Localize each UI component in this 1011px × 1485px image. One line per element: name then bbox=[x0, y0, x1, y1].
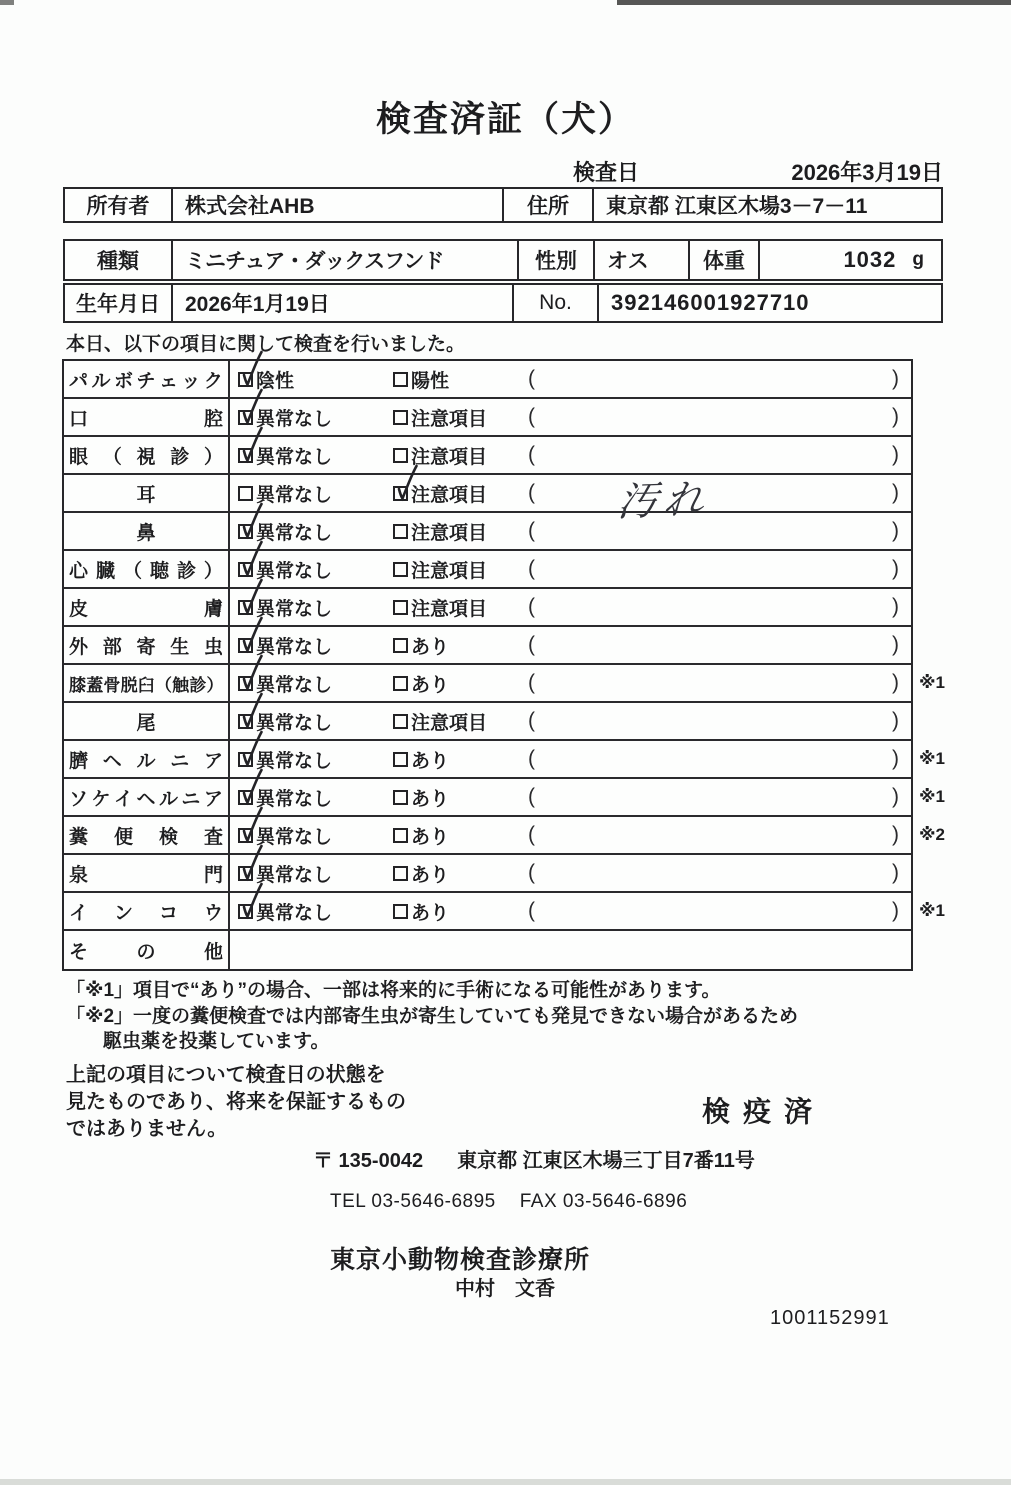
option-1-label: 異常なし bbox=[256, 446, 333, 468]
label-char: 膚 bbox=[203, 598, 223, 620]
checklist-row-content bbox=[230, 665, 911, 701]
label-char: 診 bbox=[170, 446, 190, 468]
checkbox-icon bbox=[393, 638, 408, 653]
label-char: の bbox=[136, 941, 156, 963]
clinic-phone-line bbox=[330, 1191, 687, 1213]
label-char: 口 bbox=[69, 408, 89, 430]
option-2-label: あり bbox=[411, 902, 450, 924]
paren-open: ( bbox=[528, 443, 535, 466]
option-2-label: 注意項目 bbox=[411, 712, 488, 734]
birth-value: 2026年1月19日 bbox=[171, 285, 512, 321]
label-char: ア bbox=[203, 750, 223, 772]
quarantine-stamp: 検疫済 bbox=[702, 1096, 826, 1127]
checkbox-icon bbox=[238, 752, 253, 767]
checklist-item-label bbox=[64, 627, 230, 663]
label-char: イ bbox=[113, 788, 133, 810]
label-char: 臓 bbox=[95, 560, 115, 582]
paren-close: ) bbox=[892, 595, 899, 618]
paren-open: ( bbox=[528, 367, 535, 390]
checklist-item-label bbox=[64, 513, 230, 549]
paren-close: ) bbox=[892, 785, 899, 808]
checklist-item-label bbox=[64, 665, 230, 701]
option-1-label: 異常なし bbox=[256, 712, 333, 734]
option-2 bbox=[393, 817, 449, 853]
label-char: 虫 bbox=[203, 636, 223, 658]
option-2 bbox=[393, 893, 449, 929]
no-value: 392146001927710 bbox=[597, 285, 941, 321]
checklist-row bbox=[64, 513, 911, 551]
checklist-row bbox=[64, 399, 911, 437]
handwritten-check-icon bbox=[391, 467, 418, 507]
scan-artifact-top-bar bbox=[617, 0, 1011, 5]
checkbox-icon bbox=[393, 600, 408, 615]
label-char: （ bbox=[122, 560, 142, 582]
handwritten-check-icon bbox=[236, 733, 263, 773]
handwritten-check-icon bbox=[236, 809, 263, 849]
option-2-label: あり bbox=[411, 674, 450, 696]
option-2 bbox=[393, 741, 449, 777]
checklist-row bbox=[64, 665, 945, 703]
paren-open: ( bbox=[528, 861, 535, 884]
option-2 bbox=[393, 361, 449, 397]
option-2 bbox=[393, 779, 449, 815]
page-title: 検査済証（犬） bbox=[375, 100, 635, 139]
option-2-label: 注意項目 bbox=[411, 446, 488, 468]
label-char: ） bbox=[206, 675, 223, 695]
checklist-row-content bbox=[230, 893, 911, 929]
checklist-row-content bbox=[230, 627, 911, 663]
option-2 bbox=[393, 475, 487, 511]
checklist-row-content bbox=[230, 551, 911, 587]
option-1-label: 異常なし bbox=[256, 788, 333, 810]
clinic-postal-code: 〒 135-0042 bbox=[313, 1150, 424, 1172]
checklist-item-label bbox=[64, 931, 230, 969]
handwritten-check-icon bbox=[236, 847, 263, 887]
weight-value-cell bbox=[758, 241, 941, 279]
animal-table-row1 bbox=[63, 239, 943, 281]
paren-open: ( bbox=[528, 633, 535, 656]
option-2-label: 注意項目 bbox=[411, 484, 488, 506]
option-1-label: 異常なし bbox=[256, 826, 333, 848]
checklist-row-content bbox=[230, 589, 911, 625]
checklist-item-label bbox=[64, 437, 230, 473]
paren-close: ) bbox=[892, 367, 899, 390]
option-2-label: 注意項目 bbox=[411, 598, 488, 620]
footnote-2-line1: 「※2」一度の糞便検査では内部寄生虫が寄生していても発見できない場合があるため bbox=[66, 1006, 799, 1027]
option-1 bbox=[238, 893, 332, 929]
no-label: No. bbox=[512, 285, 597, 321]
handwritten-check-icon bbox=[236, 429, 263, 469]
label-char: 泉 bbox=[69, 864, 89, 886]
label-char: 臼 bbox=[137, 675, 155, 695]
checkbox-icon bbox=[393, 562, 408, 577]
label-char: 聴 bbox=[149, 560, 169, 582]
checkbox-icon bbox=[238, 714, 253, 729]
option-2 bbox=[393, 589, 487, 625]
option-1-label: 異常なし bbox=[256, 522, 333, 544]
label-char: 耳 bbox=[136, 484, 156, 506]
option-1-label: 異常なし bbox=[256, 674, 333, 696]
scan-artifact-top-left bbox=[0, 0, 14, 5]
label-char: 糞 bbox=[69, 826, 89, 848]
label-char: イ bbox=[69, 902, 89, 924]
option-2-label: 注意項目 bbox=[411, 522, 488, 544]
checklist-row bbox=[64, 437, 911, 475]
inspection-date-value: 2026年3月19日 bbox=[791, 160, 943, 185]
checkbox-icon bbox=[393, 486, 408, 501]
handwritten-check-icon bbox=[236, 581, 263, 621]
checkbox-icon bbox=[238, 524, 253, 539]
option-1-label: 異常なし bbox=[256, 598, 333, 620]
checkbox-icon bbox=[238, 562, 253, 577]
paren-close: ) bbox=[892, 709, 899, 732]
checklist-row-content bbox=[230, 779, 911, 815]
weight-value: 1032 bbox=[843, 247, 897, 272]
checkbox-icon bbox=[238, 410, 253, 425]
footnote-mark: ※1 bbox=[919, 749, 945, 768]
checklist-row-content bbox=[230, 475, 911, 525]
checkbox-icon bbox=[238, 828, 253, 843]
paren-close: ) bbox=[892, 557, 899, 580]
weight-label: 体重 bbox=[688, 241, 758, 279]
label-char: 腔 bbox=[203, 408, 223, 430]
paren-close: ) bbox=[892, 405, 899, 428]
option-2 bbox=[393, 399, 487, 435]
handwritten-check-icon bbox=[236, 543, 263, 583]
checklist-row-content bbox=[230, 513, 911, 549]
paren-open: ( bbox=[528, 671, 535, 694]
paren-open: ( bbox=[528, 557, 535, 580]
checklist-row bbox=[64, 817, 945, 855]
checkbox-icon bbox=[393, 790, 408, 805]
paren-close: ) bbox=[892, 671, 899, 694]
option-1-label: 異常なし bbox=[256, 636, 333, 658]
clinic-tel: TEL 03-5646-6895 bbox=[330, 1191, 496, 1212]
checklist-item-label bbox=[64, 817, 230, 853]
checklist-row bbox=[64, 627, 911, 665]
label-char: 門 bbox=[203, 864, 223, 886]
checklist-item-label bbox=[64, 741, 230, 777]
option-2 bbox=[393, 551, 487, 587]
handwritten-check-icon bbox=[236, 885, 263, 925]
checklist-item-label bbox=[64, 475, 230, 511]
checkbox-icon bbox=[393, 828, 408, 843]
option-2-label: 注意項目 bbox=[411, 560, 488, 582]
address-label: 住所 bbox=[502, 189, 592, 221]
label-char: （ bbox=[154, 675, 172, 695]
label-char: ヘ bbox=[136, 788, 156, 810]
label-char: ル bbox=[158, 788, 178, 810]
label-char: ソ bbox=[69, 788, 89, 810]
option-2 bbox=[393, 855, 449, 891]
checklist-row-content bbox=[230, 817, 911, 853]
label-char: ニ bbox=[170, 750, 190, 772]
option-2-label: あり bbox=[411, 750, 450, 772]
label-char: チ bbox=[136, 370, 156, 392]
label-char: 視 bbox=[136, 446, 156, 468]
option-2-label: あり bbox=[411, 636, 450, 658]
paren-open: ( bbox=[528, 747, 535, 770]
checkbox-icon bbox=[393, 904, 408, 919]
checkbox-icon bbox=[238, 486, 253, 501]
checkbox-icon bbox=[393, 866, 408, 881]
checklist-item-label bbox=[64, 855, 230, 891]
checklist-item-label bbox=[64, 399, 230, 435]
label-char: ） bbox=[203, 560, 223, 582]
footnote-1: 「※1」項目で“あり”の場合、一部は将来的に手術になる可能性があります。 bbox=[66, 980, 721, 1001]
checkbox-icon bbox=[393, 448, 408, 463]
option-2-label: 注意項目 bbox=[411, 408, 488, 430]
paren-close: ) bbox=[892, 899, 899, 922]
paren-open: ( bbox=[528, 595, 535, 618]
option-1-label: 陰性 bbox=[256, 370, 295, 392]
handwritten-check-icon bbox=[236, 391, 263, 431]
footnote-mark: ※1 bbox=[919, 901, 945, 920]
checkbox-icon bbox=[393, 372, 408, 387]
handwritten-check-icon bbox=[236, 353, 263, 393]
breed-label: 種類 bbox=[97, 250, 139, 273]
checkbox-icon bbox=[393, 714, 408, 729]
option-2 bbox=[393, 665, 449, 701]
checklist-item-label bbox=[64, 551, 230, 587]
checkbox-icon bbox=[238, 790, 253, 805]
label-char: ン bbox=[113, 902, 133, 924]
option-2-label: 陽性 bbox=[411, 370, 450, 392]
checklist-item-label bbox=[64, 779, 230, 815]
veterinarian-name: 中村 文香 bbox=[455, 1278, 555, 1300]
label-char: （ bbox=[102, 446, 122, 468]
checklist-row bbox=[64, 551, 911, 589]
label-char: パ bbox=[69, 370, 89, 392]
option-2-label: あり bbox=[411, 864, 450, 886]
paren-close: ) bbox=[892, 861, 899, 884]
label-char: 臍 bbox=[69, 750, 89, 772]
option-1 bbox=[238, 437, 332, 473]
label-char: 寄 bbox=[136, 636, 156, 658]
label-char: 心 bbox=[69, 560, 89, 582]
checklist-table bbox=[62, 359, 945, 971]
option-1-label: 異常なし bbox=[256, 864, 333, 886]
label-char: 他 bbox=[203, 941, 223, 963]
label-char: ル bbox=[91, 370, 111, 392]
checkbox-icon bbox=[393, 410, 408, 425]
label-char: ェ bbox=[158, 370, 178, 392]
scan-artifact-bottom-edge bbox=[0, 1479, 1011, 1485]
label-char: コ bbox=[158, 902, 178, 924]
checklist-row bbox=[64, 589, 911, 627]
paren-open: ( bbox=[528, 405, 535, 428]
paren-close: ) bbox=[892, 481, 899, 504]
paren-open: ( bbox=[528, 519, 535, 542]
label-char: 骨 bbox=[103, 675, 120, 695]
handwritten-check-icon bbox=[236, 505, 263, 545]
checklist-row-content bbox=[230, 399, 911, 435]
checklist-row-content bbox=[230, 741, 911, 777]
checklist-row-content bbox=[230, 703, 911, 739]
checklist-item-label bbox=[64, 703, 230, 739]
checklist-item-label bbox=[64, 361, 230, 397]
address-value: 東京都 江東区木場3－7－11 bbox=[592, 189, 941, 221]
handwritten-check-icon bbox=[236, 695, 263, 735]
birth-label: 生年月日 bbox=[76, 293, 160, 316]
checklist-row-content bbox=[230, 361, 911, 397]
label-char: ） bbox=[203, 446, 223, 468]
clinic-address-line bbox=[313, 1144, 755, 1173]
option-1-label: 異常なし bbox=[256, 408, 333, 430]
label-char: 検 bbox=[158, 826, 178, 848]
checklist-row bbox=[64, 779, 945, 817]
handwritten-check-icon bbox=[236, 771, 263, 811]
clinic-name: 東京小動物検査診療所 bbox=[330, 1246, 591, 1274]
label-char: 眼 bbox=[69, 446, 89, 468]
checkbox-icon bbox=[238, 866, 253, 881]
option-1-label: 異常なし bbox=[256, 484, 333, 506]
checklist-row bbox=[64, 855, 911, 893]
sex-label: 性別 bbox=[517, 241, 593, 279]
handwritten-note: 汚れ bbox=[615, 477, 712, 525]
paren-open: ( bbox=[528, 481, 535, 504]
paren-open: ( bbox=[528, 823, 535, 846]
checkbox-icon bbox=[238, 904, 253, 919]
checklist-row-content bbox=[230, 931, 911, 969]
checkbox-icon bbox=[393, 524, 408, 539]
checklist-row bbox=[64, 931, 911, 969]
checkbox-icon bbox=[393, 752, 408, 767]
paren-open: ( bbox=[528, 899, 535, 922]
breed-value: ミニチュア・ダックスフンド bbox=[171, 241, 517, 279]
label-char: 部 bbox=[102, 636, 122, 658]
paren-close: ) bbox=[892, 443, 899, 466]
paren-open: ( bbox=[528, 709, 535, 732]
option-2 bbox=[393, 627, 449, 663]
option-1-label: 異常なし bbox=[256, 902, 333, 924]
label-char: 査 bbox=[203, 826, 223, 848]
clinic-fax: FAX 03-5646-6896 bbox=[519, 1191, 688, 1212]
checklist-row bbox=[64, 475, 911, 525]
label-char: 尾 bbox=[136, 712, 156, 734]
option-2-label: あり bbox=[411, 788, 450, 810]
footnote-2-line2: 駆虫薬を投薬しています。 bbox=[103, 1031, 330, 1052]
label-char: ア bbox=[203, 788, 223, 810]
checkbox-icon bbox=[238, 448, 253, 463]
label-char: 蓋 bbox=[86, 675, 103, 695]
label-char: 診 bbox=[189, 675, 206, 695]
footnote-mark: ※1 bbox=[919, 673, 945, 692]
weight-unit: g bbox=[912, 249, 925, 270]
footnote-mark: ※2 bbox=[919, 825, 945, 844]
paren-close: ) bbox=[892, 747, 899, 770]
label-char: 脱 bbox=[120, 675, 138, 695]
label-char: ル bbox=[136, 750, 156, 772]
label-char: 便 bbox=[113, 826, 133, 848]
label-char: ケ bbox=[91, 788, 111, 810]
checkbox-icon bbox=[393, 676, 408, 691]
paren-open: ( bbox=[528, 785, 535, 808]
checklist-row bbox=[64, 893, 945, 931]
sex-value: オス bbox=[593, 241, 688, 279]
label-char: 膝 bbox=[69, 675, 86, 695]
clinic-address: 東京都 江東区木場三丁目7番11号 bbox=[457, 1150, 755, 1172]
option-1-label: 異常なし bbox=[256, 750, 333, 772]
label-char: ニ bbox=[181, 788, 201, 810]
checkbox-icon bbox=[238, 600, 253, 615]
checkbox-icon bbox=[238, 638, 253, 653]
label-char: そ bbox=[69, 941, 89, 963]
disclaimer-line-1: 上記の項目について検査日の状態を bbox=[66, 1064, 386, 1086]
checklist-row bbox=[64, 741, 945, 779]
checkbox-icon bbox=[238, 676, 253, 691]
owner-value: 株式会社AHB bbox=[171, 189, 502, 221]
label-char: 皮 bbox=[69, 598, 89, 620]
checklist-row bbox=[64, 703, 911, 741]
label-char: 鼻 bbox=[136, 522, 156, 544]
disclaimer-line-3: ではありません。 bbox=[66, 1118, 228, 1140]
serial-number: 1001152991 bbox=[770, 1307, 890, 1329]
label-char: 外 bbox=[69, 636, 89, 658]
owner-table bbox=[63, 187, 943, 223]
label-char: ク bbox=[203, 370, 223, 392]
label-char: 診 bbox=[176, 560, 196, 582]
footnote-mark: ※1 bbox=[919, 787, 945, 806]
checkbox-icon bbox=[238, 372, 253, 387]
animal-table-row2 bbox=[63, 283, 943, 323]
disclaimer-text bbox=[66, 1062, 406, 1143]
label-char: 生 bbox=[170, 636, 190, 658]
option-2-label: あり bbox=[411, 826, 450, 848]
paren-close: ) bbox=[892, 633, 899, 656]
option-1-label: 異常なし bbox=[256, 560, 333, 582]
label-char: ヘ bbox=[102, 750, 122, 772]
handwritten-check-icon bbox=[236, 657, 263, 697]
paren-close: ) bbox=[892, 823, 899, 846]
option-2 bbox=[393, 513, 487, 549]
checklist-row-content bbox=[230, 437, 911, 473]
label-char: ッ bbox=[181, 370, 201, 392]
inspection-date-label: 検査日 bbox=[573, 160, 640, 185]
disclaimer-line-2: 見たものであり、将来を保証するもの bbox=[66, 1091, 406, 1113]
checklist-row-content bbox=[230, 855, 911, 891]
option-2 bbox=[393, 703, 487, 739]
paren-close: ) bbox=[892, 519, 899, 542]
checklist-row bbox=[64, 361, 911, 399]
checklist-item-label bbox=[64, 893, 230, 929]
label-char: 触 bbox=[172, 675, 189, 695]
handwritten-check-icon bbox=[236, 619, 263, 659]
label-char: ボ bbox=[113, 370, 133, 392]
intro-text: 本日、以下の項目に関して検査を行いました。 bbox=[66, 334, 466, 355]
checklist-item-label bbox=[64, 589, 230, 625]
owner-label: 所有者 bbox=[86, 195, 150, 218]
label-char: ウ bbox=[203, 902, 223, 924]
